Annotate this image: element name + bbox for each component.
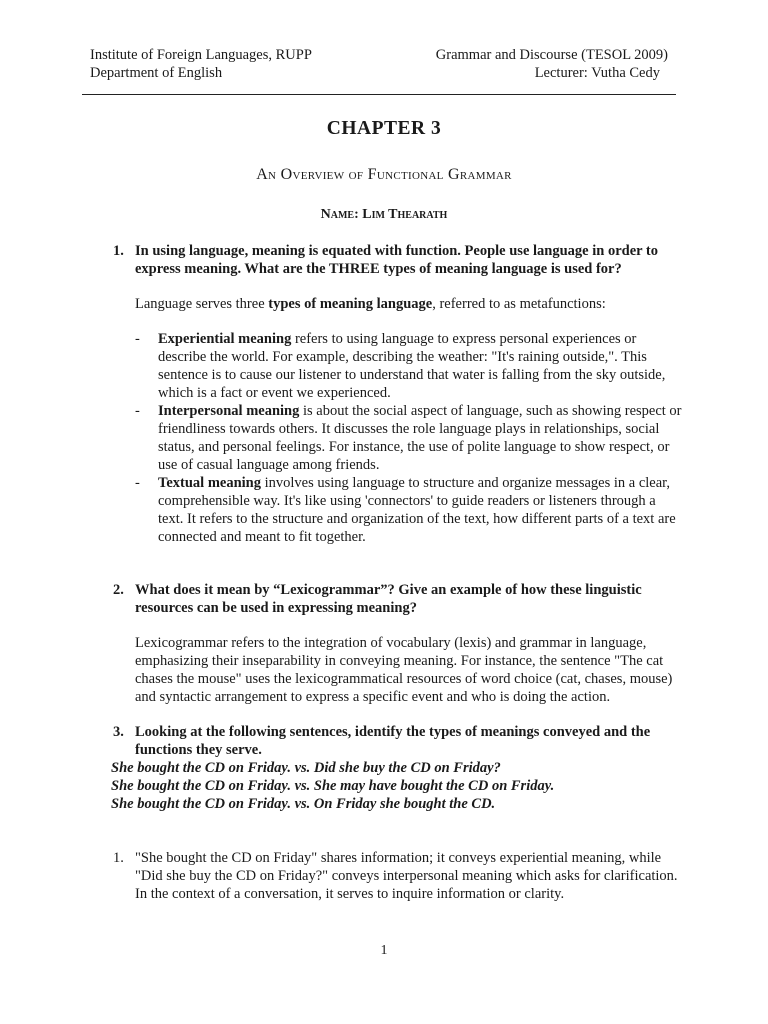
example-sentences bbox=[111, 759, 683, 813]
institute-name: Institute of Foreign Languages, RUPP bbox=[90, 47, 312, 63]
list-dash: - bbox=[135, 475, 140, 491]
list-dash: - bbox=[135, 331, 140, 347]
example-sentence: She bought the CD on Friday. vs. On Friday she bought the CD. bbox=[111, 796, 496, 812]
list-item bbox=[135, 402, 683, 474]
document-subtitle: An Overview of Functional Grammar bbox=[256, 166, 512, 183]
question-2 bbox=[113, 581, 683, 617]
question-3 bbox=[113, 723, 683, 759]
header-right bbox=[436, 46, 668, 82]
question-text: Looking at the following sentences, identify the types of meanings conveyed and the functions they serve. bbox=[135, 724, 651, 758]
definition: involves using language to structure and organize messages in a clear, comprehensible way. It's like using 'connectors' to guide readers or listeners through a text. It refers to the structure and organization of the text, how different parts of a text are connected and meant to fit together. bbox=[158, 475, 676, 545]
lecturer-name: Lecturer: Vutha Cedy bbox=[534, 65, 660, 81]
header-divider bbox=[82, 94, 676, 95]
example-sentence: She bought the CD on Friday. vs. She may have bought the CD on Friday. bbox=[111, 778, 555, 794]
term: Interpersonal meaning bbox=[158, 403, 300, 419]
answer-2: Lexicogrammar refers to the integration of vocabulary (lexis) and grammar in language, emphasizing their inseparability in conveying meaning. For instance, the sentence "The cat chases the mouse" uses the lexicogrammatical resources of word choice (cat, chases, mouse) and syntactic arrangement to express a specific event and who is doing the action. bbox=[135, 635, 673, 705]
course-name: Grammar and Discourse (TESOL 2009) bbox=[435, 47, 668, 63]
intro-emphasis: types of meaning language bbox=[268, 296, 433, 312]
header-left bbox=[90, 46, 312, 82]
answer-1-intro bbox=[135, 295, 683, 313]
intro-text: Language serves three bbox=[135, 296, 269, 312]
question-number: 2. bbox=[113, 582, 124, 598]
answer-3 bbox=[113, 849, 683, 903]
definition: is about the social aspect of language, such as showing respect or friendliness towards others. It discusses the role language plays in relationships, social status, and personal feelings. For instance, the use of polite language to show respect, or use of casual language among friends. bbox=[158, 403, 682, 473]
metafunction-list bbox=[135, 330, 683, 546]
question-text: What does it mean by “Lexicogrammar”? Give an example of how these linguistic resources can be used in expressing meaning? bbox=[135, 582, 642, 616]
question-number: 3. bbox=[113, 724, 124, 740]
term: Textual meaning bbox=[158, 475, 261, 491]
definition: refers to using language to express personal experiences or describe the world. For example, describing the weather: "It's raining outside,". This sentence is to cause our listener to understand that water is falling from the sky outside, which is a fact or event we experienced. bbox=[158, 331, 666, 401]
list-dash: - bbox=[135, 403, 140, 419]
term: Experiential meaning bbox=[158, 331, 292, 347]
chapter-title: CHAPTER 3 bbox=[326, 118, 442, 139]
author-name: Name: Lim Thearath bbox=[320, 207, 448, 222]
example-sentence: She bought the CD on Friday. vs. Did she buy the CD on Friday? bbox=[111, 760, 501, 776]
answer-text: "She bought the CD on Friday" shares information; it conveys experiential meaning, while "Did she buy the CD on Friday?" conveys interpersonal meaning which asks for clarification. In the context of a conversation, it serves to inquire information or clarity. bbox=[135, 850, 678, 902]
page-number: 1 bbox=[380, 943, 388, 958]
department-name: Department of English bbox=[90, 65, 223, 81]
question-1 bbox=[113, 242, 683, 278]
document-body bbox=[113, 242, 683, 903]
list-item bbox=[135, 474, 683, 546]
intro-text-end: , referred to as metafunctions: bbox=[432, 296, 606, 312]
question-text: In using language, meaning is equated with function. People use language in order to express meaning. What are the THREE types of meaning language is used for? bbox=[135, 243, 659, 277]
answer-number: 1. bbox=[113, 850, 124, 866]
list-item bbox=[135, 330, 683, 402]
question-number: 1. bbox=[113, 243, 124, 259]
